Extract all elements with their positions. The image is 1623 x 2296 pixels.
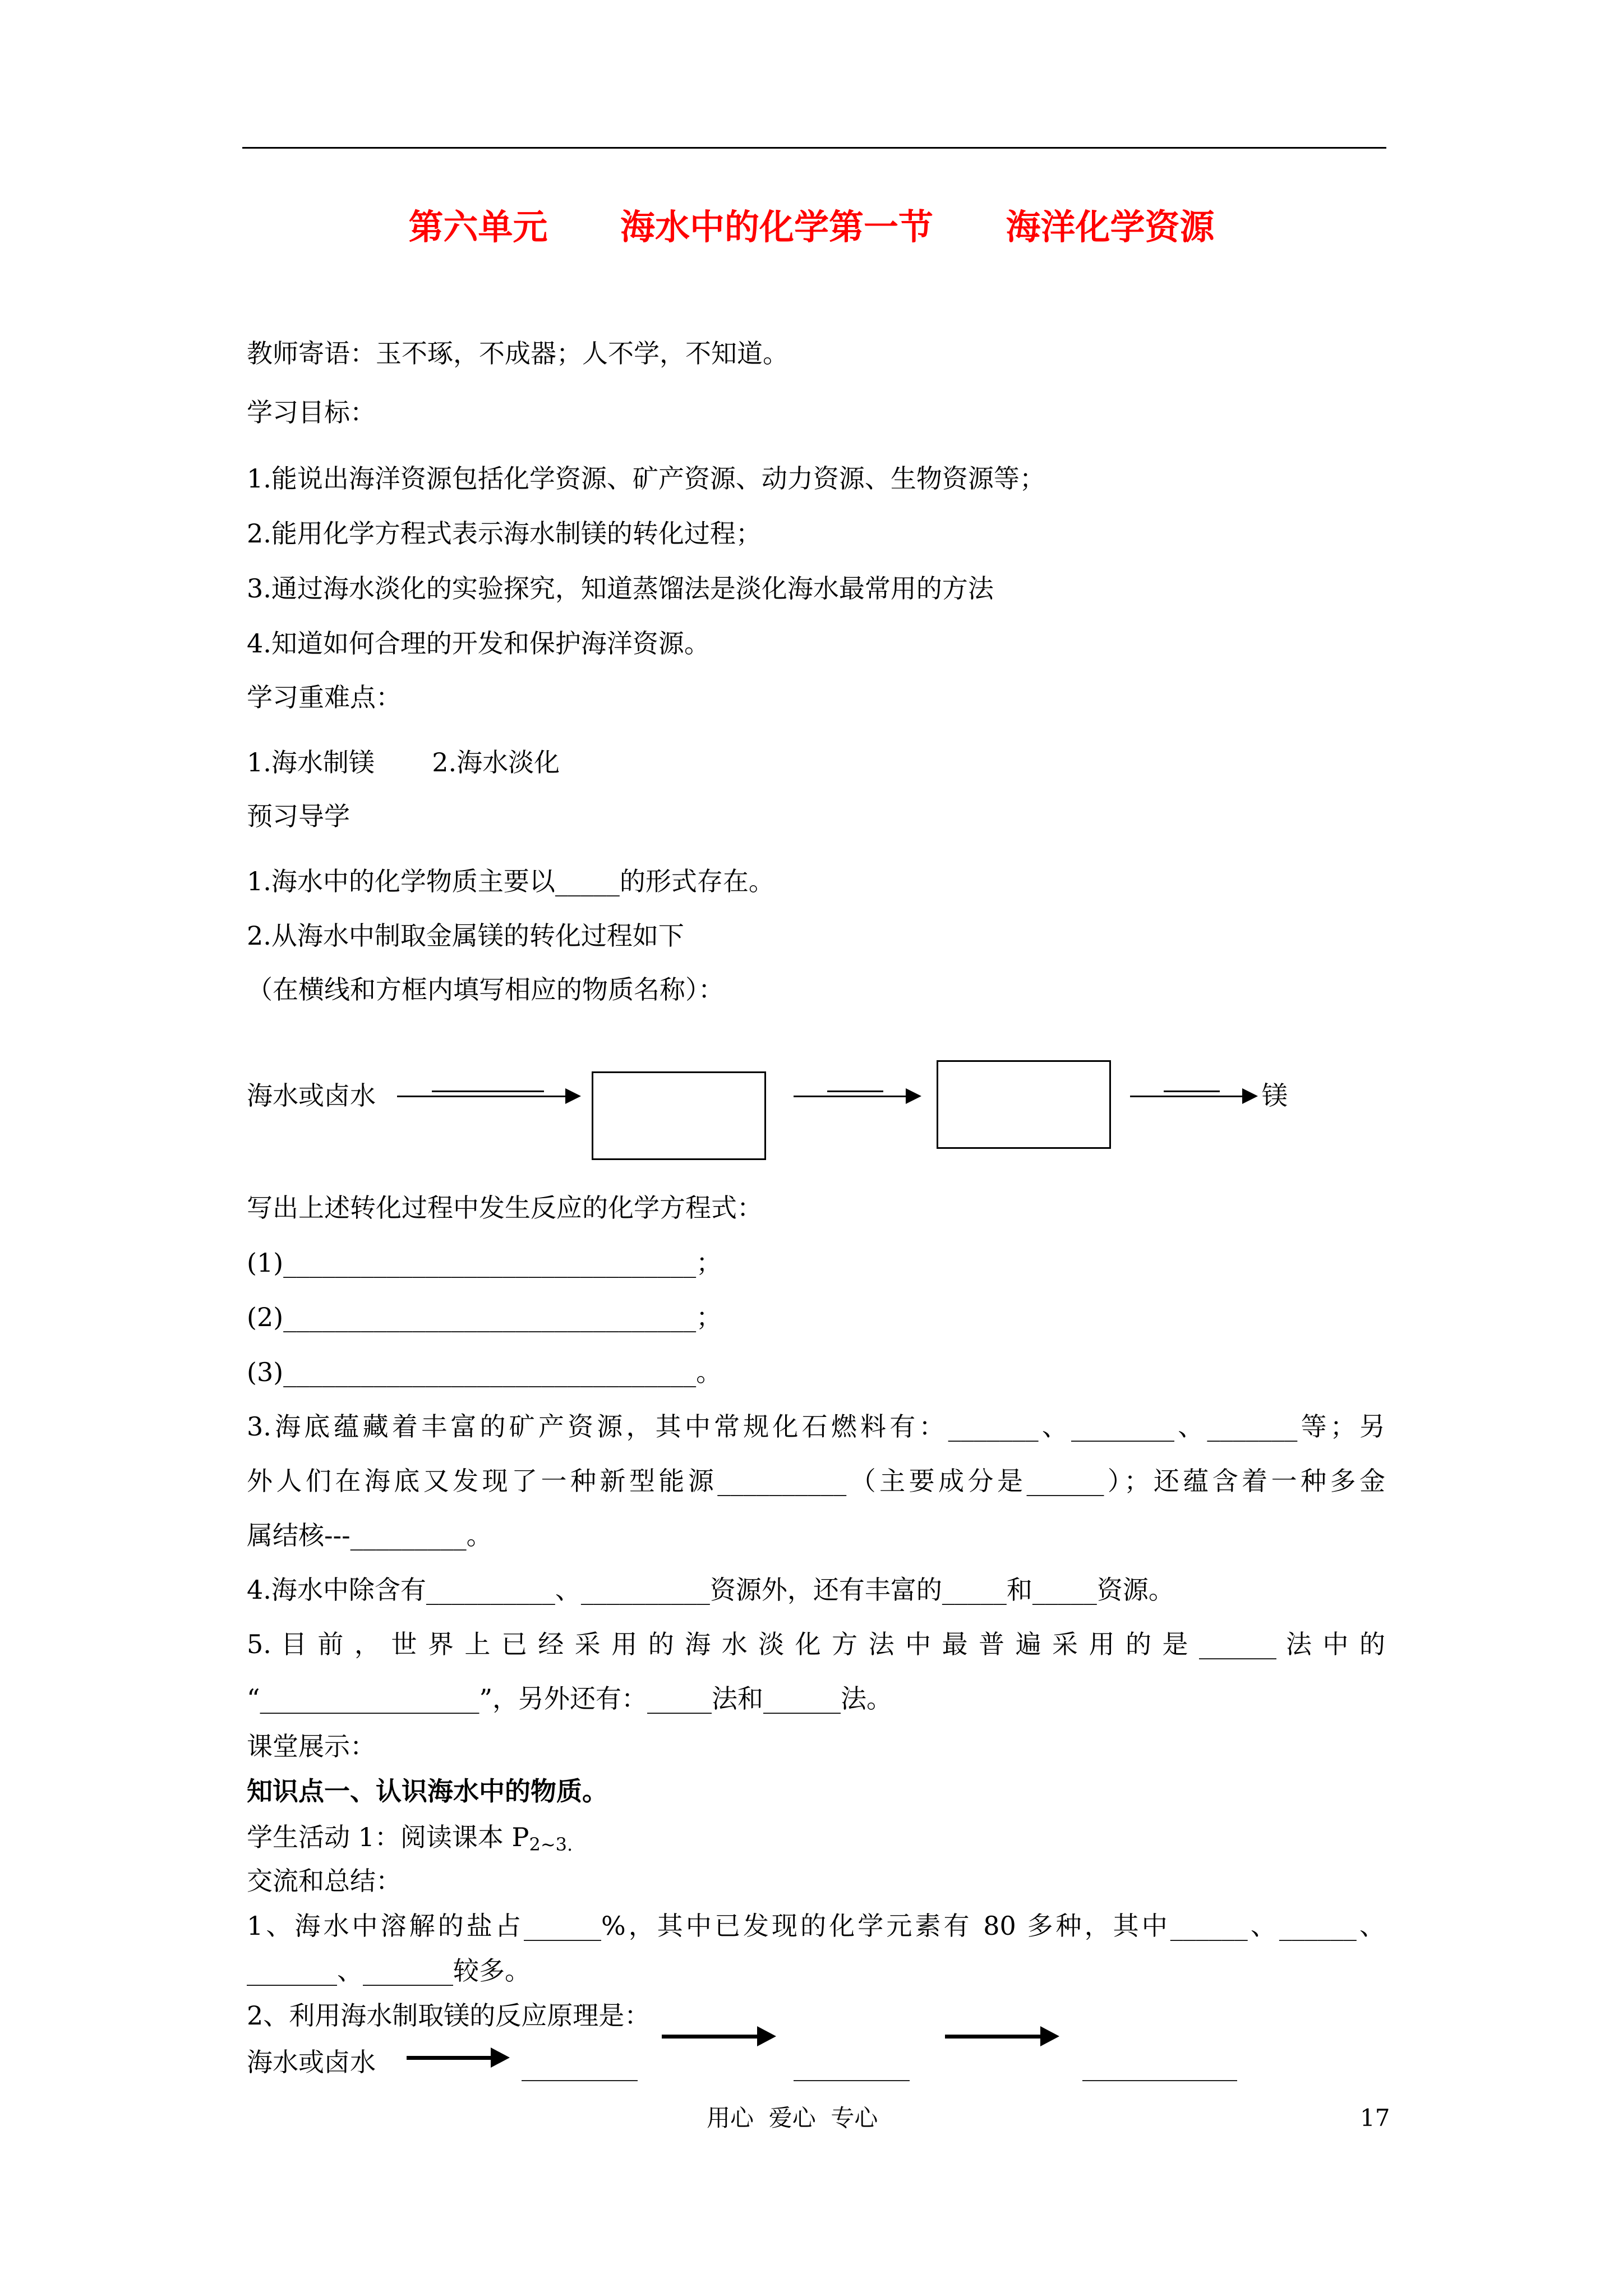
flow2-arrow-3-head xyxy=(1040,2026,1059,2046)
flow-blank-2[interactable] xyxy=(827,1091,883,1092)
equation-1-blank[interactable]: (1)________________________________； xyxy=(247,1248,722,1278)
flow2-blank-1[interactable]: _________ xyxy=(522,2051,638,2081)
key-points-heading: 学习重难点： xyxy=(247,682,402,712)
flow2-arrow-2-head xyxy=(757,2026,776,2046)
flow2-arrow-1-head xyxy=(491,2047,510,2068)
preview-q2: 2.从海水中制取金属镁的转化过程如下 xyxy=(247,921,684,951)
knowledge-point-1: 知识点一、认识海水中的物质。 xyxy=(247,1776,608,1806)
flow-end-label: 镁 xyxy=(1262,1080,1288,1111)
summary-1-line-2: _______、_______较多。 xyxy=(247,1955,531,1986)
q5-line-1: 5. 目 前 ， 世 界 上 已 经 采 用 的 海 水 淡 化 方 法 中 最 普 遍 采 用 的 是 ______ 法 中 的 xyxy=(247,1629,1385,1659)
flow2-start-label: 海水或卤水 xyxy=(247,2047,376,2077)
flow2-arrow-3-line xyxy=(945,2035,1040,2039)
goal-1: 1.能说出海洋资源包括化学资源、矿产资源、动力资源、生物资源等； xyxy=(247,463,1045,494)
preview-q1: 1.海水中的化学物质主要以_____的形式存在。 xyxy=(247,866,774,896)
q4: 4.海水中除含有__________、__________资源外，还有丰富的_____和_____资源。 xyxy=(247,1575,1174,1605)
class-heading: 课堂展示： xyxy=(247,1731,376,1761)
q3-line-2: 外人们在海底又发现了一种新型能源__________（主要成分是______）；还蕴含着一种多金 xyxy=(247,1466,1385,1496)
q5-line-2: “_________________”，另外还有：_____法和______法。 xyxy=(247,1683,893,1714)
flow-arrow-1-line xyxy=(397,1096,565,1097)
flow-box-1[interactable] xyxy=(592,1071,766,1160)
flow-arrow-3-line xyxy=(1130,1096,1242,1097)
summary-heading: 交流和总结： xyxy=(247,1866,402,1896)
header-rule xyxy=(242,147,1386,149)
preview-q2-note: （在横线和方框内填写相应的物质名称）： xyxy=(247,974,724,1005)
flow-blank-1[interactable] xyxy=(432,1091,544,1092)
activity-text: 学生活动 1：阅读课本 P xyxy=(247,1822,529,1852)
equation-3-blank[interactable]: (3)________________________________。 xyxy=(247,1357,722,1387)
activity-page-range: 2~3 xyxy=(529,1834,567,1855)
flow2-blank-3[interactable]: ____________ xyxy=(1082,2051,1237,2081)
flow-box-2[interactable] xyxy=(937,1060,1111,1149)
goal-4: 4.知道如何合理的开发和保护海洋资源。 xyxy=(247,628,710,659)
flow-start-label: 海水或卤水 xyxy=(247,1080,376,1111)
goal-2: 2.能用化学方程式表示海水制镁的转化过程； xyxy=(247,518,762,549)
flow-arrow-2-line xyxy=(794,1096,906,1097)
summary-2: 2、利用海水制取镁的反应原理是： xyxy=(247,2000,651,2031)
teacher-message: 教师寄语：玉不琢，不成器；人不学，不知道。 xyxy=(247,338,789,369)
goal-3: 3.通过海水淡化的实验探究，知道蒸馏法是淡化海水最常用的方法 xyxy=(247,573,994,604)
flow2-blank-2[interactable]: _________ xyxy=(794,2051,910,2081)
equation-heading: 写出上述转化过程中发生反应的化学方程式： xyxy=(247,1193,763,1223)
equation-2-blank[interactable]: (2)________________________________； xyxy=(247,1302,722,1332)
activity-period: . xyxy=(567,1834,573,1855)
flow-arrow-3-head xyxy=(1242,1088,1258,1104)
goals-heading: 学习目标： xyxy=(247,397,376,427)
flow2-arrow-2-line xyxy=(662,2035,757,2039)
flow-arrow-2-head xyxy=(906,1088,921,1104)
footer-motto: 用心 爱心 专心 xyxy=(707,2104,878,2132)
q3-line-3: 属结核---_________。 xyxy=(247,1520,492,1550)
student-activity-1 xyxy=(247,1824,573,1853)
flow-blank-3[interactable] xyxy=(1164,1091,1220,1092)
page-title: 第六单元 海水中的化学第一节 海洋化学资源 xyxy=(408,206,1215,247)
flow-arrow-1-head xyxy=(565,1088,581,1104)
key-points: 1.海水制镁 2.海水淡化 xyxy=(247,747,560,777)
q3-line-1: 3.海底蕴藏着丰富的矿产资源，其中常规化石燃料有：_______、________、_______等；另 xyxy=(247,1411,1385,1442)
flow2-arrow-1-line xyxy=(407,2056,491,2060)
summary-1-line-1: 1、海水中溶解的盐占______%，其中已发现的化学元素有 80 多种，其中______、______、 xyxy=(247,1911,1385,1941)
preview-heading: 预习导学 xyxy=(247,801,350,831)
page-number: 17 xyxy=(1360,2104,1390,2132)
